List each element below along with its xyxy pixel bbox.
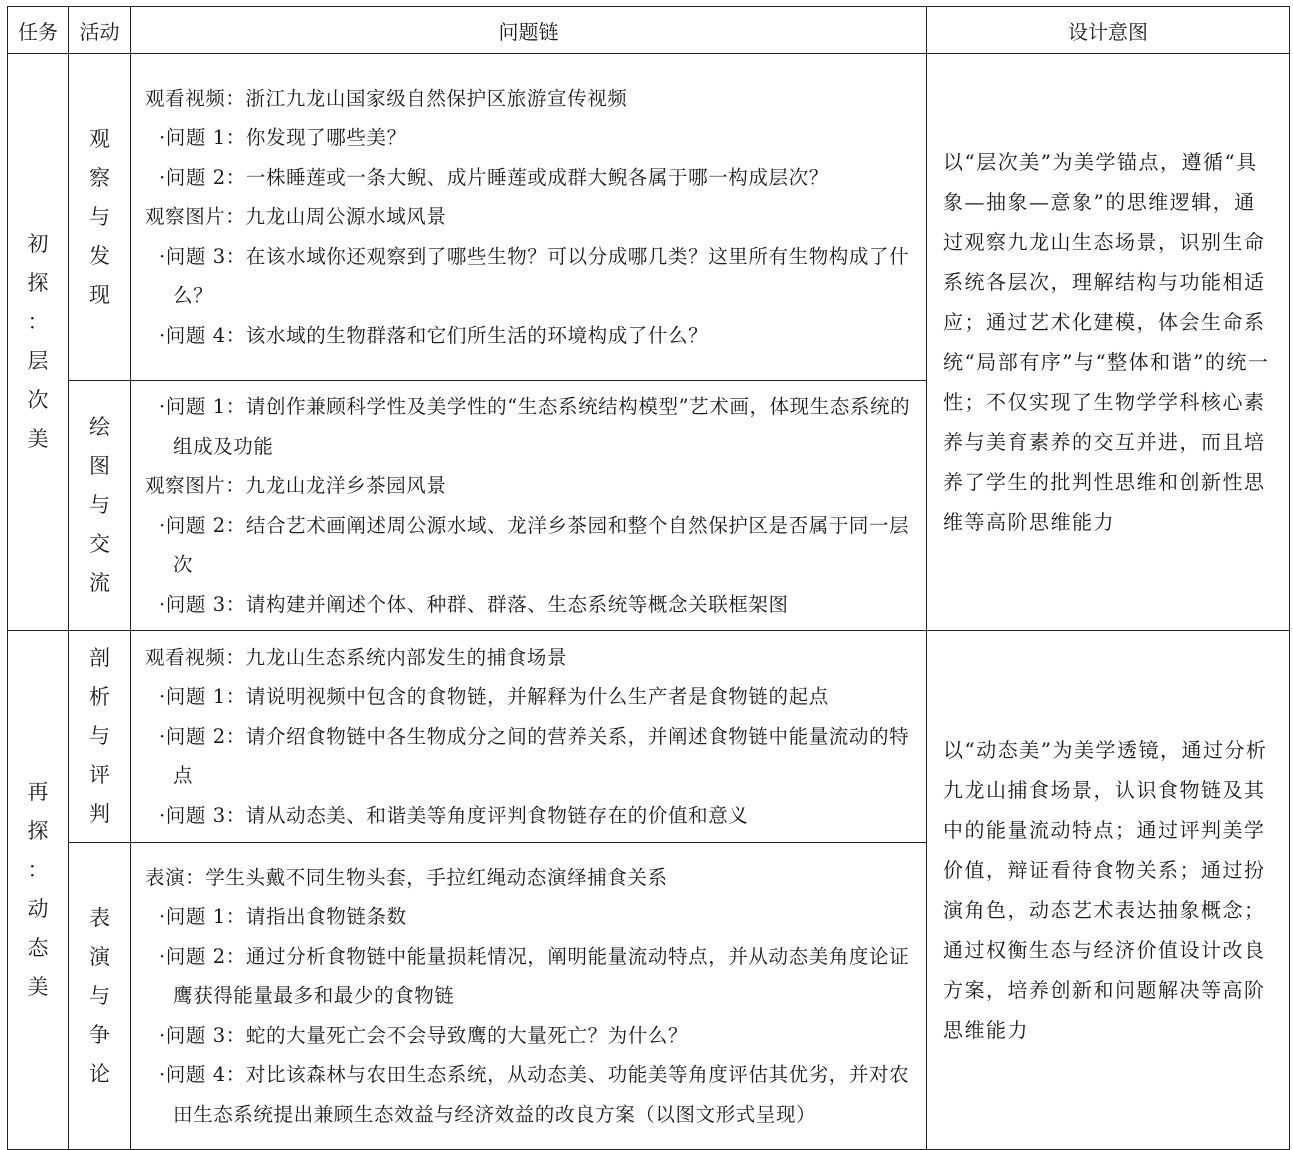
task-cell: 初 探 ： 层 次 美 [8,54,69,631]
chain-question: ·问题 1：请创作兼顾科学性及美学性的“生态系统结构模型”艺术画，体现生态系统的组成及功能 [159,395,911,458]
activity-cell: 剖 析 与 评 判 [69,631,131,843]
chain-question: ·问题 3：蛇的大量死亡会不会导致鹰的大量死亡？为什么？ [159,1023,689,1047]
activity-cell: 观 察 与 发 现 [69,54,131,381]
chain-question: ·问题 3：请从动态美、和谐美等角度评判食物链存在的价值和意义 [159,803,749,827]
question-chain-cell [131,54,927,381]
chain-question: ·问题 1：请说明视频中包含的食物链，并解释为什么生产者是食物链的起点 [159,685,829,709]
chain-text: 表演：学生头戴不同生物头套，手拉红绳动态演绎捕食关系 [145,865,668,889]
chain-question: ·问题 3：在该水域你还观察到了哪些生物？可以分成哪几类？这里所有生物构成了什么？ [159,244,910,308]
question-chain-cell [131,381,927,631]
chain-text: 观看视频：浙江九龙山国家级自然保护区旅游宣传视频 [145,86,628,110]
chain-text: 观察图片：九龙山龙洋乡茶园风景 [145,474,447,497]
header-design-intent: 设计意图 [927,7,1290,54]
header-activity: 活动 [69,7,131,54]
design-intent-cell: 以“层次美”为美学锚点，遵循“具象—抽象—意象”的思维逻辑，通过观察九龙山生态场景，识别生命系统各层次，理解结构与功能相适应；通过艺术化建模，体会生命系统“局部有序”与“整体和谐”的统一性；不仅实现了生物学学科核心素养与美育素养的交互并进，而且培养了学生的批判性思维和创新性思维等高阶思维能力 [927,54,1290,631]
chain-question: ·问题 3：请构建并阐述个体、种群、群落、生态系统等概念关联框架图 [159,592,789,616]
header-question-chain: 问题链 [131,7,927,54]
activity-cell: 绘 图 与 交 流 [69,381,131,631]
chain-question: ·问题 2：通过分析食物链中能量损耗情况，阐明能量流动特点，并从动态美角度论证鹰获得能量最多和最少的食物链 [159,944,910,1008]
question-chain-cell [131,843,927,1150]
chain-question: ·问题 1：请指出食物链条数 [159,905,407,929]
table-row [8,631,1290,843]
chain-question: ·问题 4：该水域的生物群落和它们所生活的环境构成了什么？ [159,323,709,347]
chain-question: ·问题 1：你发现了哪些美？ [159,126,407,150]
chain-text: 观看视频：九龙山生态系统内部发生的捕食场景 [145,645,568,669]
header-row [8,7,1290,54]
header-task: 任务 [8,7,69,54]
chain-question: ·问题 2：请介绍食物链中各生物成分之间的营养关系，并阐述食物链中能量流动的特点 [159,724,910,788]
table-row [8,54,1290,381]
lesson-design-table [7,6,1290,1150]
question-chain-cell [131,631,927,843]
task-cell: 再 探 ： 动 态 美 [8,631,69,1150]
design-intent-cell: 以“动态美”为美学透镜，通过分析九龙山捕食场景，认识食物链及其中的能量流动特点；通过评判美学价值，辩证看待食物关系；通过扮演角色，动态艺术表达抽象概念；通过权衡生态与经济价值设计改良方案，培养创新和问题解决等高阶思维能力 [927,631,1290,1150]
chain-question: ·问题 2：一株睡莲或一条大鲵、成片睡莲或成群大鲵各属于哪一构成层次？ [159,165,829,189]
chain-question: ·问题 4：对比该森林与农田生态系统，从动态美、功能美等角度评估其优劣，并对农田生态系统提出兼顾生态效益与经济效益的改良方案（以图文形式呈现） [159,1063,910,1126]
chain-text: 观察图片：九龙山周公源水域风景 [145,205,447,229]
chain-question: ·问题 2：结合艺术画阐述周公源水域、龙洋乡茶园和整个自然保护区是否属于同一层次 [159,513,910,576]
activity-cell: 表 演 与 争 论 [69,843,131,1150]
